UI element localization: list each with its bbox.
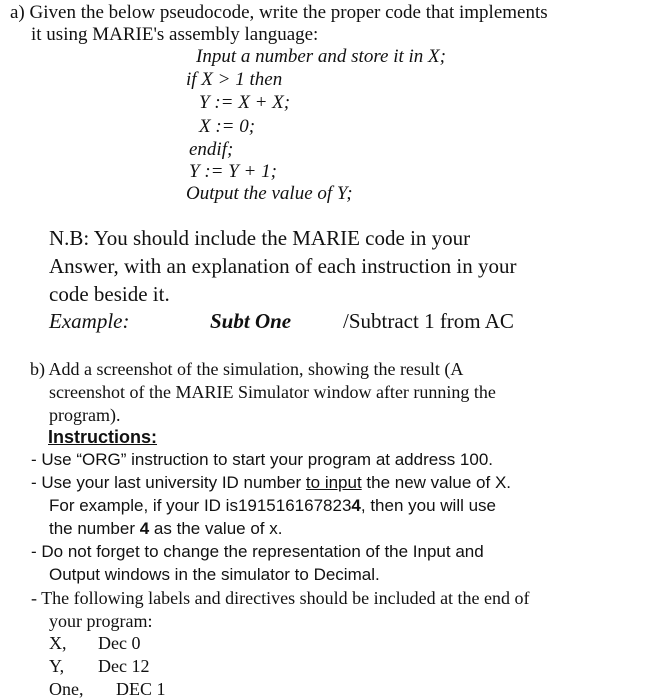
pseudocode-line-3: Y := X + X; — [199, 92, 291, 113]
nb-line-1: N.B: You should include the MARIE code in your — [49, 226, 471, 250]
example-comment: /Subtract 1 from AC — [343, 309, 514, 333]
instructions-heading: Instructions: — [48, 427, 158, 447]
example-label: Example: — [49, 309, 130, 333]
bullet-org: - Use “ORG” instruction to start your program at address 100. — [31, 450, 494, 469]
bullet-id — [31, 474, 511, 491]
example-code: Subt One — [210, 309, 292, 333]
part-a-line-1: a) Given the below pseudocode, write the proper code that implements — [10, 2, 548, 23]
directive-x: Dec 0 — [98, 633, 141, 653]
part-b-line-1: b) Add a screenshot of the simulation, showing the result (A — [30, 359, 464, 379]
bullet-labels-line-1: - The following labels and directives should be included at the end of — [31, 588, 530, 608]
pseudocode-line-4: X := 0; — [199, 116, 256, 137]
example-id-post: , then you will use — [360, 496, 497, 515]
value-post: as the value of x. — [149, 519, 283, 538]
pseudocode-line-7: Output the value of Y; — [186, 183, 353, 204]
bullet-id-value — [49, 520, 282, 537]
label-one: One, — [49, 679, 84, 699]
bullet-id-text-pre: - Use your last university ID number — [31, 473, 306, 492]
pseudocode-line-5: endif; — [189, 139, 234, 160]
pseudocode-line-1: Input a number and store it in X; — [196, 46, 446, 67]
pseudocode-line-2: if X > 1 then — [186, 69, 283, 90]
pseudocode-line-6: Y := Y + 1; — [189, 161, 277, 182]
nb-line-2: Answer, with an explanation of each instruction in your — [49, 254, 517, 278]
directive-one: DEC 1 — [116, 679, 166, 699]
directive-y: Dec 12 — [98, 656, 150, 676]
part-a-line-2: it using MARIE's assembly language: — [31, 24, 319, 45]
example-id-last-digit: 4 — [351, 496, 361, 515]
example-id-pre: For example, if your ID is191516167823 — [49, 496, 352, 515]
to-input-link: to input — [305, 473, 362, 492]
nb-line-3: code beside it. — [49, 282, 170, 306]
bullet-labels-line-2: your program: — [49, 611, 153, 631]
bullet-id-text-post: the new value of X. — [361, 473, 512, 492]
value-pre: the number — [49, 519, 140, 538]
label-y: Y, — [49, 656, 65, 676]
bullet-id-example — [49, 497, 496, 514]
label-x: X, — [49, 633, 67, 653]
part-b-line-2: screenshot of the MARIE Simulator window after running the — [49, 382, 496, 402]
bullet-decimal-line-2: Output windows in the simulator to Decimal. — [49, 565, 380, 584]
value-digit: 4 — [139, 519, 150, 538]
bullet-decimal-line-1: - Do not forget to change the representation of the Input and — [31, 542, 484, 561]
part-b-line-3: program). — [49, 405, 121, 425]
